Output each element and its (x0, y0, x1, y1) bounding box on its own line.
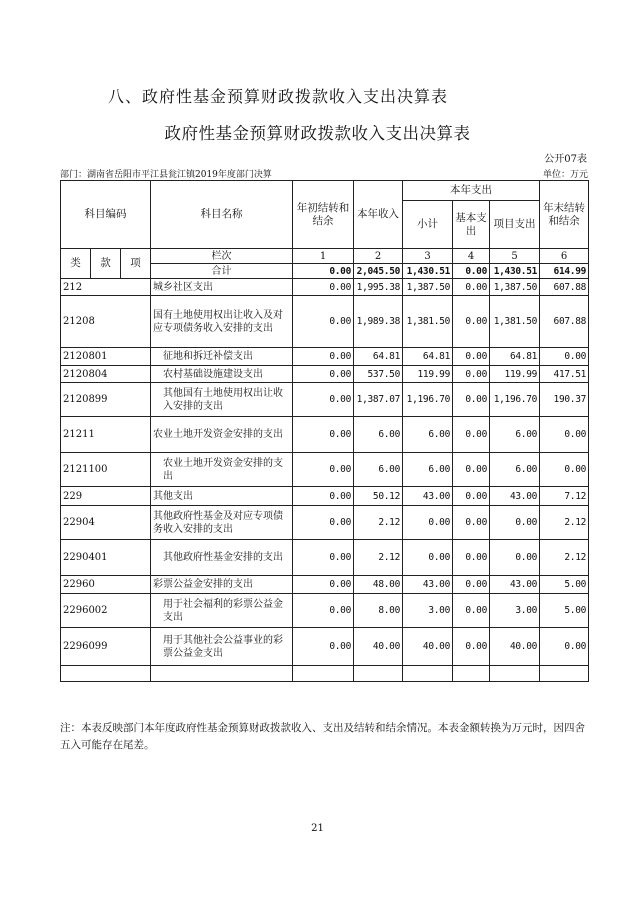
row-name: 彩票公益金安排的支出 (151, 576, 293, 594)
header-basic: 基本支出 (453, 201, 490, 249)
row-name: 国有土地使用权出让收入及对应专项债务收入安排的支出 (151, 296, 293, 348)
row-income: 50.12 (354, 487, 403, 506)
row-closing: 607.88 (540, 296, 589, 348)
table-row (61, 506, 589, 540)
row-opening: 0.00 (293, 594, 354, 628)
row-name: 用于社会福利的彩票公益金支出 (151, 594, 293, 628)
total-income: 2,045.50 (354, 264, 403, 279)
row-code: 2296099 (61, 628, 151, 666)
table-row (61, 576, 589, 594)
row-subtotal: 0.00 (403, 506, 453, 540)
total-closing: 614.99 (540, 264, 589, 279)
page-number: 21 (311, 823, 324, 834)
row-opening: 0.00 (293, 366, 354, 383)
row-subtotal: 119.99 (403, 366, 453, 383)
table-row (61, 348, 589, 366)
empty-cell (540, 666, 589, 682)
row-basic: 0.00 (453, 366, 490, 383)
row-closing: 5.00 (540, 576, 589, 594)
row-closing: 2.12 (540, 506, 589, 540)
row-name: 农业土地开发资金安排的支出 (151, 453, 293, 487)
row-basic: 0.00 (453, 487, 490, 506)
row-closing: 7.12 (540, 487, 589, 506)
row-opening: 0.00 (293, 279, 354, 296)
row-project: 43.00 (490, 576, 540, 594)
row-code: 2296002 (61, 594, 151, 628)
row-code: 22960 (61, 576, 151, 594)
empty-cell (354, 666, 403, 682)
empty-cell (61, 666, 151, 682)
row-income: 1,995.38 (354, 279, 403, 296)
empty-cell (453, 666, 490, 682)
row-project: 64.81 (490, 348, 540, 366)
header-col-1: 1 (293, 249, 354, 264)
table-row (61, 417, 589, 453)
row-basic: 0.00 (453, 348, 490, 366)
row-name: 其他政府性基金安排的支出 (151, 540, 293, 576)
row-project: 3.00 (490, 594, 540, 628)
row-closing: 5.00 (540, 594, 589, 628)
row-income: 1,387.07 (354, 383, 403, 417)
row-closing: 190.37 (540, 383, 589, 417)
row-closing: 607.88 (540, 279, 589, 296)
row-closing: 2.12 (540, 540, 589, 576)
row-opening: 0.00 (293, 348, 354, 366)
form-code: 公开07表 (544, 154, 587, 165)
department-label: 部门：湖南省岳阳市平江县瓮江镇2019年度部门决算 (60, 170, 272, 180)
total-subtotal: 1,430.51 (403, 264, 453, 279)
footnote: 注：本表反映部门本年度政府性基金预算财政拨款收入、支出及结转和结余情况。本表金额转换为万元时，因四舍五入可能存在尾差。 (60, 722, 585, 751)
header-expenditure: 本年支出 (403, 181, 540, 201)
table-row (61, 383, 589, 417)
row-opening: 0.00 (293, 576, 354, 594)
row-subtotal: 0.00 (403, 540, 453, 576)
row-project: 6.00 (490, 417, 540, 453)
row-income: 2.12 (354, 540, 403, 576)
table-row (61, 366, 589, 383)
total-basic: 0.00 (453, 264, 490, 279)
row-basic: 0.00 (453, 417, 490, 453)
row-basic: 0.00 (453, 279, 490, 296)
row-income: 8.00 (354, 594, 403, 628)
row-code: 229 (61, 487, 151, 506)
row-code: 2120801 (61, 348, 151, 366)
total-project: 1,430.51 (490, 264, 540, 279)
row-basic: 0.00 (453, 296, 490, 348)
header-col-4: 4 (453, 249, 490, 264)
row-subtotal: 43.00 (403, 576, 453, 594)
header-subject-name: 科目名称 (151, 181, 293, 249)
row-project: 1,381.50 (490, 296, 540, 348)
row-code: 212 (61, 279, 151, 296)
row-closing: 0.00 (540, 453, 589, 487)
table-row (61, 279, 589, 296)
row-income: 64.81 (354, 348, 403, 366)
table-row (61, 628, 589, 666)
row-project: 0.00 (490, 540, 540, 576)
table-row (61, 296, 589, 348)
row-basic: 0.00 (453, 506, 490, 540)
unit-label: 单位：万元 (542, 170, 588, 180)
row-name: 其他政府性基金及对应专项债务收入安排的支出 (151, 506, 293, 540)
row-closing: 417.51 (540, 366, 589, 383)
empty-cell (293, 666, 354, 682)
row-subtotal: 3.00 (403, 594, 453, 628)
header-col-5: 5 (490, 249, 540, 264)
table-row-empty (61, 666, 589, 682)
row-opening: 0.00 (293, 383, 354, 417)
row-code: 2290401 (61, 540, 151, 576)
empty-cell (403, 666, 453, 682)
row-project: 43.00 (490, 487, 540, 506)
header-closing-balance: 年末结转和结余 (540, 181, 589, 249)
row-code: 21208 (61, 296, 151, 348)
header-project: 项目支出 (490, 201, 540, 249)
header-section: 款 (91, 249, 121, 279)
row-code: 2120899 (61, 383, 151, 417)
header-item: 项 (121, 249, 151, 279)
section-heading: 八、政府性基金预算财政拨款收入支出决算表 (108, 87, 449, 106)
row-name: 征地和拆迁补偿支出 (151, 348, 293, 366)
meta-row (60, 167, 588, 180)
row-closing: 0.00 (540, 628, 589, 666)
total-label: 合计 (151, 264, 293, 279)
row-opening: 0.00 (293, 540, 354, 576)
row-code: 2120804 (61, 366, 151, 383)
row-income: 537.50 (354, 366, 403, 383)
row-opening: 0.00 (293, 417, 354, 453)
row-income: 1,989.38 (354, 296, 403, 348)
row-name: 城乡社区支出 (151, 279, 293, 296)
row-opening: 0.00 (293, 487, 354, 506)
row-income: 48.00 (354, 576, 403, 594)
header-col-3: 3 (403, 249, 453, 264)
row-name: 其他国有土地使用权出让收入安排的支出 (151, 383, 293, 417)
row-subtotal: 43.00 (403, 487, 453, 506)
row-subtotal: 1,387.50 (403, 279, 453, 296)
total-opening: 0.00 (293, 264, 354, 279)
row-income: 2.12 (354, 506, 403, 540)
fund-budget-table (60, 180, 589, 682)
row-basic: 0.00 (453, 576, 490, 594)
table-row (61, 540, 589, 576)
row-subtotal: 6.00 (403, 453, 453, 487)
table-header (61, 181, 589, 279)
row-name: 农村基础设施建设支出 (151, 366, 293, 383)
row-project: 6.00 (490, 453, 540, 487)
row-basic: 0.00 (453, 594, 490, 628)
table-row (61, 487, 589, 506)
row-opening: 0.00 (293, 628, 354, 666)
table-body (61, 279, 589, 682)
row-project: 119.99 (490, 366, 540, 383)
header-col-6: 6 (540, 249, 589, 264)
table-title: 政府性基金预算财政拨款收入支出决算表 (164, 124, 471, 143)
row-closing: 0.00 (540, 417, 589, 453)
empty-cell (151, 666, 293, 682)
row-name: 其他支出 (151, 487, 293, 506)
row-basic: 0.00 (453, 540, 490, 576)
empty-cell (490, 666, 540, 682)
table-row (61, 594, 589, 628)
header-column-label: 栏次 (151, 249, 293, 264)
header-subject-code: 科目编码 (61, 181, 151, 249)
row-income: 6.00 (354, 453, 403, 487)
row-closing: 0.00 (540, 348, 589, 366)
row-project: 1,196.70 (490, 383, 540, 417)
row-name: 用于其他社会公益事业的彩票公益金支出 (151, 628, 293, 666)
row-code: 2121100 (61, 453, 151, 487)
row-subtotal: 1,381.50 (403, 296, 453, 348)
row-opening: 0.00 (293, 296, 354, 348)
header-opening-balance: 年初结转和结余 (293, 181, 354, 249)
row-subtotal: 64.81 (403, 348, 453, 366)
row-code: 22904 (61, 506, 151, 540)
table-row (61, 453, 589, 487)
row-basic: 0.00 (453, 453, 490, 487)
row-code: 21211 (61, 417, 151, 453)
row-income: 40.00 (354, 628, 403, 666)
row-opening: 0.00 (293, 453, 354, 487)
header-income: 本年收入 (354, 181, 403, 249)
row-basic: 0.00 (453, 628, 490, 666)
header-subtotal: 小计 (403, 201, 453, 249)
row-opening: 0.00 (293, 506, 354, 540)
header-class: 类 (61, 249, 91, 279)
row-basic: 0.00 (453, 383, 490, 417)
row-subtotal: 6.00 (403, 417, 453, 453)
row-project: 40.00 (490, 628, 540, 666)
row-project: 0.00 (490, 506, 540, 540)
row-name: 农业土地开发资金安排的支出 (151, 417, 293, 453)
row-project: 1,387.50 (490, 279, 540, 296)
header-col-2: 2 (354, 249, 403, 264)
row-subtotal: 40.00 (403, 628, 453, 666)
row-subtotal: 1,196.70 (403, 383, 453, 417)
row-income: 6.00 (354, 417, 403, 453)
